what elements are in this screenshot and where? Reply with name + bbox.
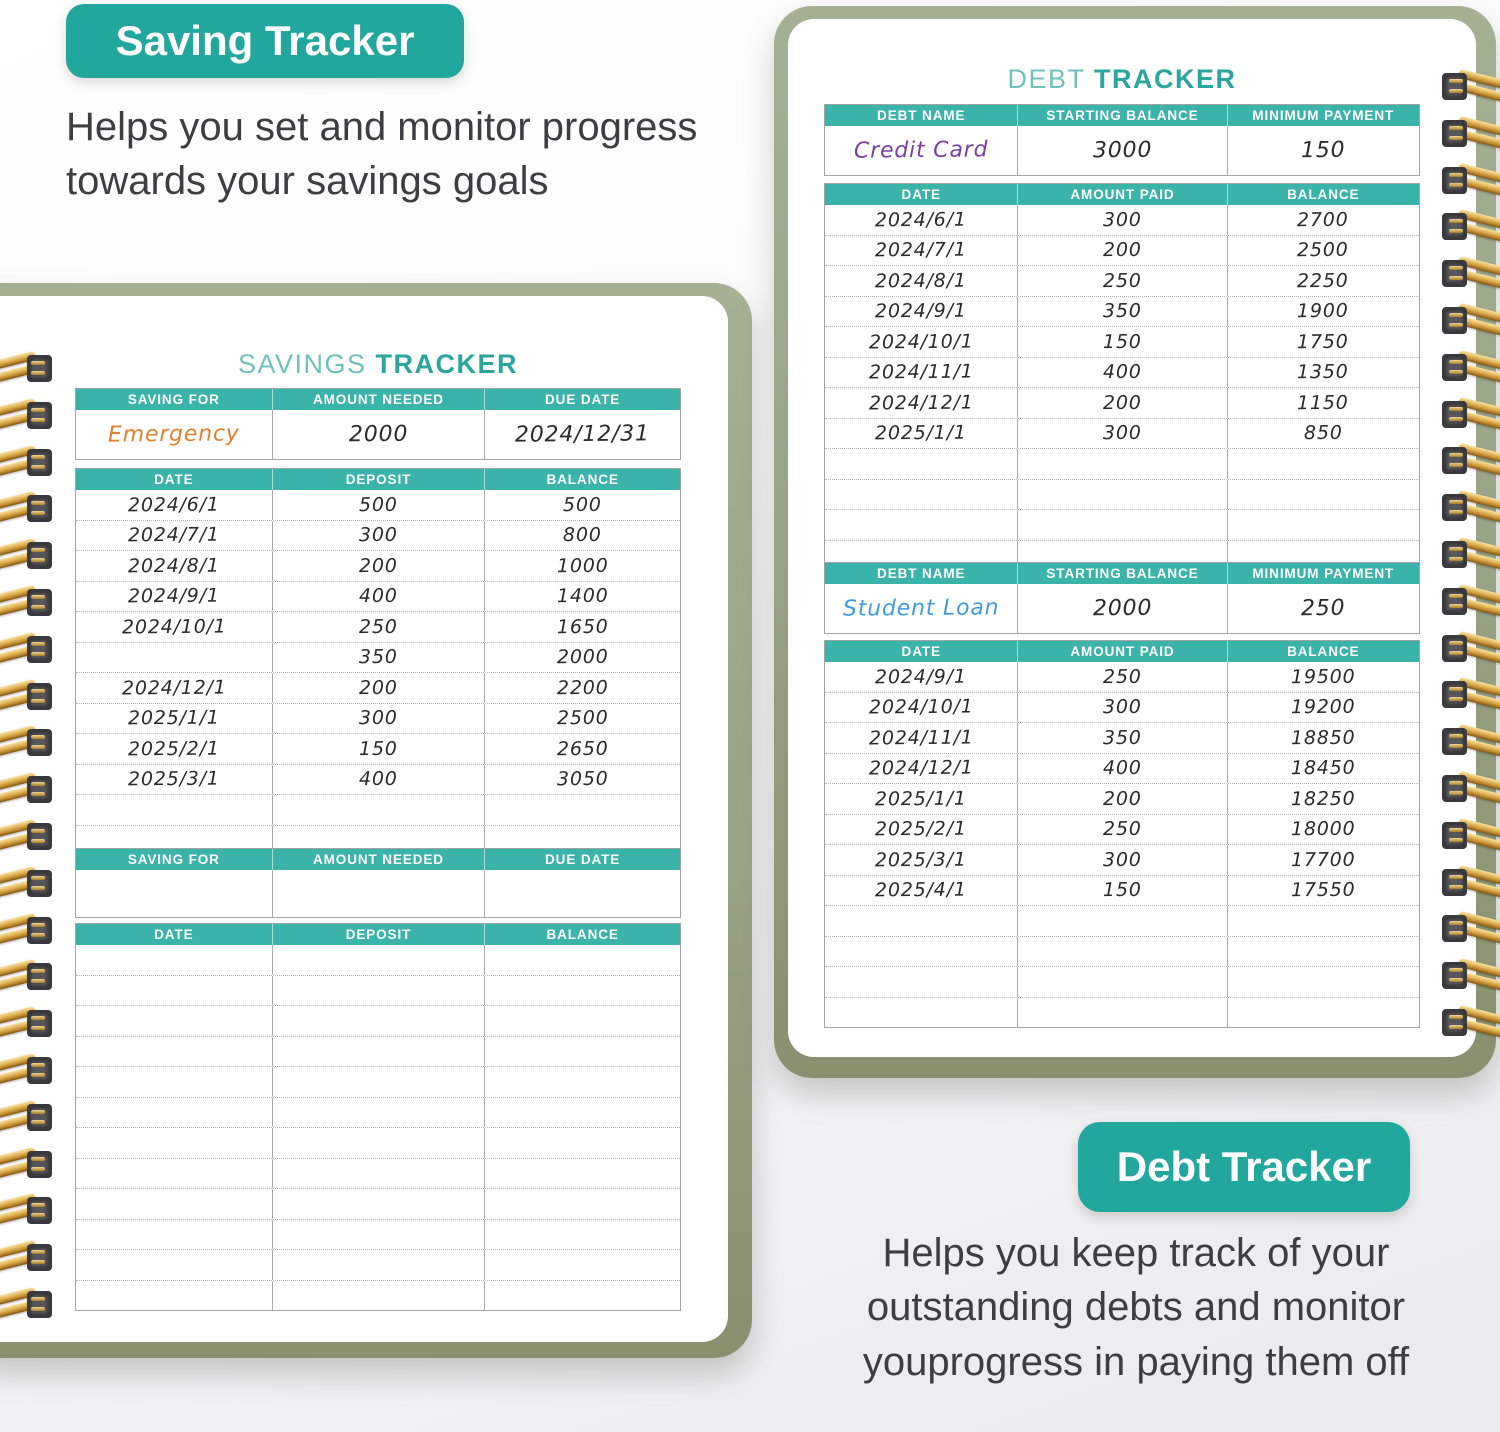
balance-value: 18450 [1290,756,1356,780]
spiral-binding-right [1438,68,1500,1118]
debt1-log-table [824,183,1420,571]
starting-balance-value: 2000 [1092,595,1153,622]
spiral-loop [0,1239,56,1279]
table-header-row [76,469,680,490]
balance-value: 19500 [1290,665,1356,689]
column-header: BALANCE [484,924,680,945]
table-row [76,581,680,612]
spiral-loop [1438,68,1500,108]
date-value: 2024/10/1 [121,615,227,639]
page-title-word: DEBT [1007,64,1085,94]
table-row [825,783,1419,814]
table-row-empty [76,1005,680,1036]
balance-value: 1000 [556,554,609,577]
debt-name-value: Student Loan [842,595,1000,622]
table-row-empty [825,479,1419,510]
table-row-empty [825,905,1419,936]
saving-tracker-badge: Saving Tracker [66,4,464,78]
column-header: AMOUNT PAID [1017,641,1226,662]
date-value: 2025/1/1 [127,706,220,730]
description-line: youprogress in paying them off [862,1339,1410,1384]
savings-goal-table [75,388,681,460]
column-header: DEBT NAME [877,108,966,123]
deposit-value: 350 [359,646,398,669]
spiral-loop [0,584,56,624]
amount-paid-value: 200 [1103,787,1142,810]
minimum-payment-value: 250 [1300,595,1346,622]
table-row [76,490,680,520]
date-value: 2024/6/1 [875,208,968,232]
column-header: STARTING BALANCE [1017,563,1226,584]
table-row-empty [76,1249,680,1280]
balance-value: 1650 [556,615,609,638]
date-value: 2025/1/1 [875,421,968,445]
spiral-loop [0,678,56,718]
table-header-row [76,389,680,410]
amount-paid-value: 300 [1103,848,1142,871]
table-header-row [76,924,680,945]
amount-needed-value: 2000 [348,421,409,448]
column-header: BALANCE [1227,184,1419,205]
table-header-row [76,849,680,870]
page-title-word: SAVINGS [237,349,367,379]
date-value: 2024/12/1 [868,391,974,415]
spiral-loop [1438,957,1500,997]
table-row [825,387,1419,418]
spiral-loop [0,1192,56,1232]
spiral-loop [1438,910,1500,950]
table-row [76,642,680,673]
table-row [76,764,680,795]
spiral-loop [1438,864,1500,904]
spiral-loop [0,397,56,437]
debt2-info-table [824,562,1420,634]
description-line: Helps you set and monitor progress [66,105,698,149]
spiral-loop [0,912,56,952]
table-row [825,126,1419,175]
table-row-empty [76,1280,680,1311]
column-header: DATE [154,472,194,487]
table-row [825,692,1419,723]
column-header: SAVING FOR [127,852,220,867]
spiral-loop [1438,349,1500,389]
spiral-loop [1438,396,1500,436]
date-value: 2025/1/1 [875,787,968,811]
spiral-loop [0,771,56,811]
balance-value: 1900 [1297,300,1350,323]
date-value: 2024/8/1 [127,554,220,578]
spiral-loop [1438,302,1500,342]
column-header: SAVING FOR [127,392,220,407]
column-header: DUE DATE [484,389,680,410]
column-header: MINIMUM PAYMENT [1227,105,1419,126]
amount-paid-value: 300 [1103,422,1142,445]
column-header: AMOUNT NEEDED [272,849,485,870]
table-row [825,875,1419,906]
column-header: DEBT NAME [877,566,966,581]
table-row-empty [76,1127,680,1158]
saving-for-value: Emergency [107,421,240,448]
table-row [825,753,1419,784]
savings-log-table [75,468,681,856]
spiral-loop [1438,770,1500,810]
balance-value: 1350 [1297,361,1350,384]
spiral-loop [1438,817,1500,857]
spiral-loop [1438,442,1500,482]
balance-value: 2250 [1297,269,1350,292]
balance-value: 850 [1303,422,1343,445]
date-value: 2025/3/1 [875,848,968,872]
balance-value: 2650 [556,737,609,760]
spiral-loop [1438,536,1500,576]
table-row-empty [825,966,1419,997]
spiral-loop [0,1286,56,1326]
column-header: AMOUNT NEEDED [272,389,485,410]
starting-balance-value: 3000 [1092,137,1153,164]
spiral-loop [1438,115,1500,155]
table-header-row [825,563,1419,584]
page-title-word: TRACKER [1094,64,1237,94]
amount-paid-value: 200 [1103,391,1142,414]
debt-name-value: Credit Card [853,137,989,164]
saving-tracker-description [66,100,786,209]
amount-paid-value: 200 [1103,239,1142,262]
spiral-loop [0,818,56,858]
balance-value: 18250 [1290,787,1356,811]
table-row [825,722,1419,753]
page-title-word: TRACKER [375,349,519,379]
deposit-value: 250 [359,615,398,638]
description-line: outstanding debts and monitor [866,1285,1406,1330]
deposit-value: 500 [359,493,398,516]
table-row [76,703,680,734]
date-value: 2025/2/1 [875,817,968,841]
column-header: BALANCE [484,469,680,490]
balance-value: 1400 [556,585,609,608]
table-row [825,814,1419,845]
balance-value: 500 [563,493,603,516]
savings-log-table-blank [75,923,681,1311]
table-row-empty [76,1036,680,1067]
amount-paid-value: 350 [1103,300,1142,323]
table-row-empty [76,1158,680,1189]
balance-value: 18000 [1290,817,1356,841]
date-value: 2025/4/1 [875,878,968,902]
spiral-loop [0,1146,56,1186]
spiral-loop [1438,489,1500,529]
spiral-loop [1438,630,1500,670]
deposit-value: 150 [359,737,398,760]
spiral-loop [1438,1004,1500,1044]
column-header: AMOUNT PAID [1017,184,1226,205]
spiral-loop [1438,208,1500,248]
deposit-value: 400 [359,768,398,791]
deposit-value: 300 [359,707,398,730]
spiral-loop [0,444,56,484]
date-value: 2024/9/1 [875,665,968,689]
date-value: 2024/9/1 [875,299,968,323]
table-row-empty [825,509,1419,540]
balance-value: 1750 [1297,330,1350,353]
table-row-empty [76,794,680,825]
amount-paid-value: 400 [1103,361,1142,384]
column-header: DUE DATE [484,849,680,870]
due-date-value: 2024/12/31 [515,421,651,448]
table-header-row [825,105,1419,126]
column-header: MINIMUM PAYMENT [1227,563,1419,584]
spiral-loop [1438,255,1500,295]
balance-value: 2500 [556,707,609,730]
date-value: 2024/6/1 [127,493,220,517]
date-value: 2024/7/1 [127,523,220,547]
deposit-value: 400 [359,585,398,608]
deposit-value: 200 [359,554,398,577]
amount-paid-value: 300 [1103,696,1142,719]
table-header-row [825,641,1419,662]
table-row [825,205,1419,235]
balance-value: 2200 [556,676,609,699]
amount-paid-value: 150 [1103,330,1142,353]
spiral-loop [0,490,56,530]
table-row [825,326,1419,357]
table-row [825,418,1419,449]
amount-paid-value: 350 [1103,726,1142,749]
balance-value: 3050 [556,768,609,791]
table-row [76,672,680,703]
spiral-loop [0,631,56,671]
page-title [824,64,1420,95]
savings-goal-table-blank [75,848,681,918]
table-row [825,296,1419,327]
date-value: 2024/10/1 [868,695,974,719]
table-row-empty [76,975,680,1006]
table-row-empty [76,870,680,917]
date-value: 2024/9/1 [127,584,220,608]
spiral-loop [0,1052,56,1092]
spiral-loop [1438,723,1500,763]
deposit-value: 200 [359,676,398,699]
date-value: 2025/2/1 [127,737,220,761]
amount-paid-value: 250 [1103,818,1142,841]
date-value: 2024/7/1 [875,238,968,262]
debt1-info-table [824,104,1420,176]
balance-value: 800 [563,524,603,547]
table-row [825,235,1419,266]
amount-paid-value: 300 [1103,208,1142,231]
debt2-log-table [824,640,1420,1028]
table-row-empty [825,448,1419,479]
debt-tracker-description [830,1226,1442,1389]
spiral-loop [1438,162,1500,202]
amount-paid-value: 250 [1103,665,1142,688]
table-row [76,550,680,581]
table-header-row [825,184,1419,205]
date-value: 2025/3/1 [127,767,220,791]
balance-value: 18850 [1290,726,1356,750]
table-row [825,357,1419,388]
column-header: DEPOSIT [272,924,485,945]
table-row [76,410,680,459]
balance-value: 19200 [1290,695,1356,719]
table-row [825,844,1419,875]
table-row-empty [76,1188,680,1219]
spiral-loop [0,865,56,905]
spiral-loop [0,1099,56,1139]
spiral-loop [0,537,56,577]
table-row [825,584,1419,633]
date-value: 2024/8/1 [875,269,968,293]
date-value: 2024/12/1 [121,676,227,700]
deposit-value: 300 [359,524,398,547]
amount-paid-value: 400 [1103,757,1142,780]
date-value: 2024/11/1 [868,726,974,750]
description-line: towards your savings goals [66,159,549,204]
balance-value: 1150 [1297,391,1350,414]
column-header: DATE [901,187,941,202]
table-row-empty [825,936,1419,967]
spiral-loop [0,350,56,390]
balance-value: 17550 [1290,878,1356,902]
amount-paid-value: 150 [1103,879,1142,902]
description-line: Helps you keep track of your [882,1231,1390,1275]
balance-value: 2500 [1297,239,1350,262]
spiral-loop [1438,583,1500,623]
balance-value: 2000 [556,646,609,669]
column-header: DATE [901,644,941,659]
spiral-loop [1438,676,1500,716]
date-value: 2024/12/1 [868,756,974,780]
table-row-empty [825,997,1419,1028]
page-title [75,349,681,380]
column-header: DEPOSIT [272,469,485,490]
minimum-payment-value: 150 [1300,137,1346,164]
table-row [825,265,1419,296]
table-row-empty [76,945,680,975]
balance-value: 2700 [1297,208,1350,231]
column-header: STARTING BALANCE [1017,105,1226,126]
table-row [825,662,1419,692]
spiral-binding-left [0,350,56,1432]
date-value: 2024/11/1 [868,360,974,384]
column-header: DATE [154,927,194,942]
spiral-loop [0,724,56,764]
table-row-empty [76,1219,680,1250]
table-row-empty [76,1097,680,1128]
table-row [76,520,680,551]
spiral-loop [0,1005,56,1045]
column-header: BALANCE [1227,641,1419,662]
date-value: 2024/10/1 [868,330,974,354]
amount-paid-value: 250 [1103,269,1142,292]
table-row [76,733,680,764]
table-row [76,611,680,642]
debt-tracker-badge: Debt Tracker [1078,1122,1410,1212]
spiral-loop [0,958,56,998]
table-row-empty [76,1066,680,1097]
balance-value: 17700 [1290,848,1356,872]
